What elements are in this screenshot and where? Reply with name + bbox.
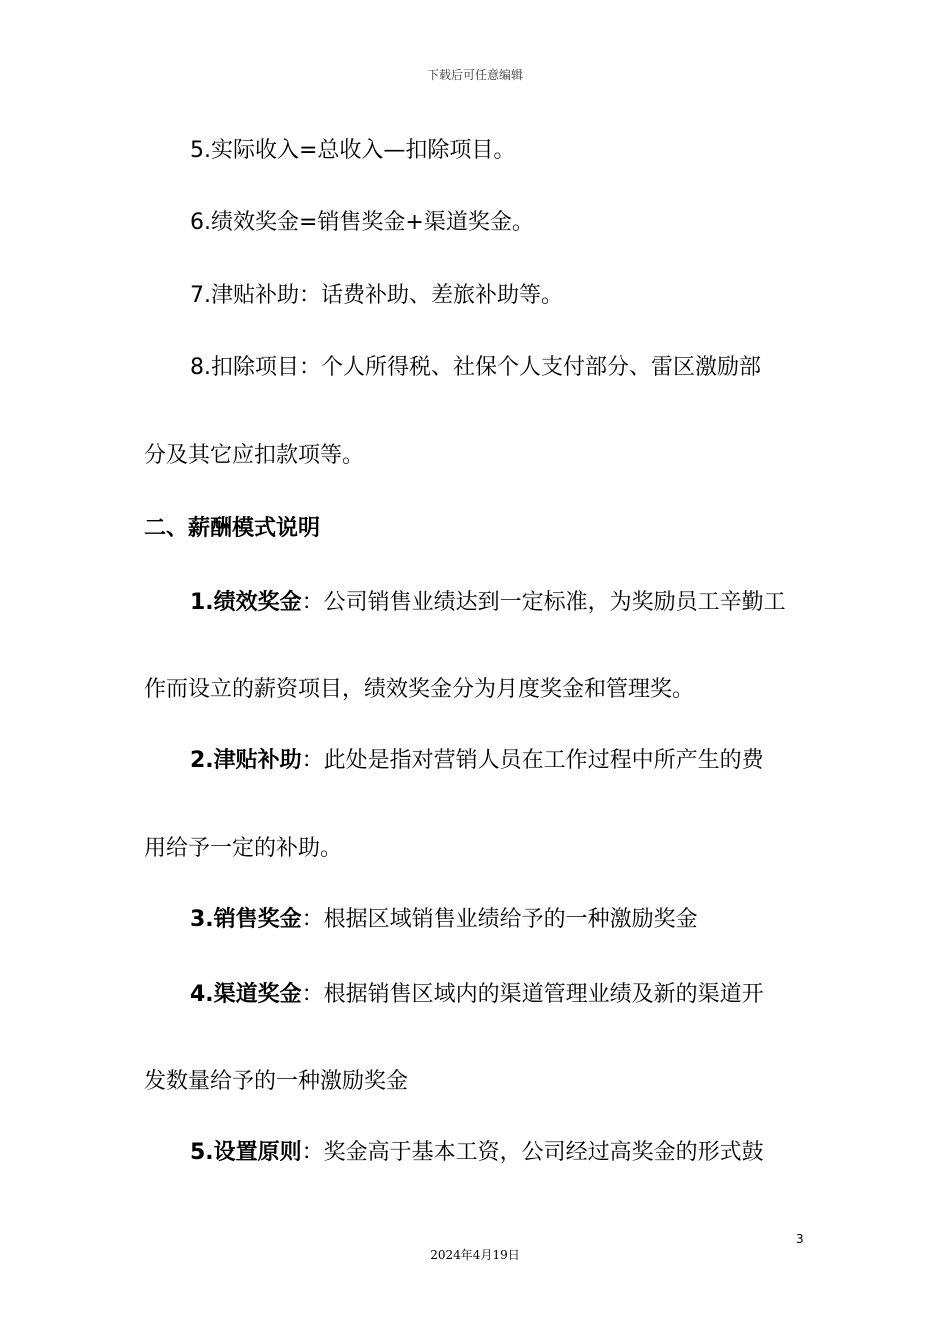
item-channel-bonus: [190, 980, 764, 1010]
item-sales-bonus: [190, 905, 698, 935]
item-text: ：公司销售业绩达到一定标准，为奖励员工辛勤工: [301, 590, 786, 615]
section-heading: 二、薪酬模式说明: [144, 516, 321, 541]
item-term: 3.销售奖金: [190, 907, 302, 932]
item-term: 5.设置原则: [190, 1140, 302, 1165]
item-channel-bonus-continued: 发数量给予的一种激励奖金: [144, 1069, 409, 1094]
paragraph-deductions-continued: 分及其它应扣款项等。: [144, 443, 365, 468]
item-allowance: [190, 746, 764, 776]
paragraph-deductions: 8.扣除项目：个人所得税、社保个人支付部分、雷区激励部: [190, 355, 761, 380]
item-setting-principle: [190, 1138, 764, 1168]
paragraph-allowance: 7.津贴补助：话费补助、差旅补助等。: [190, 283, 563, 308]
page-number: 3: [796, 1232, 804, 1246]
item-text: ：根据区域销售业绩给予的一种激励奖金: [301, 907, 698, 932]
item-text: ：根据销售区域内的渠道管理业绩及新的渠道开: [301, 982, 764, 1007]
item-text: ：此处是指对营销人员在工作过程中所产生的费: [301, 748, 764, 773]
item-term: 2.津贴补助: [190, 748, 302, 773]
paragraph-actual-income: 5.实际收入=总收入—扣除项目。: [190, 138, 516, 163]
page-header: 下载后可任意编辑: [426, 68, 523, 82]
item-performance-bonus: [190, 588, 786, 618]
item-term: 1.绩效奖金: [190, 590, 302, 615]
item-term: 4.渠道奖金: [190, 982, 302, 1007]
footer-date: 2024年4月19日: [430, 1248, 520, 1262]
item-allowance-continued: 用给予一定的补助。: [144, 836, 343, 861]
paragraph-performance-bonus-formula: 6.绩效奖金=销售奖金+渠道奖金。: [190, 210, 534, 235]
item-text: ：奖金高于基本工资，公司经过高奖金的形式鼓: [301, 1140, 764, 1165]
item-performance-bonus-continued: 作而设立的薪资项目，绩效奖金分为月度奖金和管理奖。: [144, 677, 695, 702]
